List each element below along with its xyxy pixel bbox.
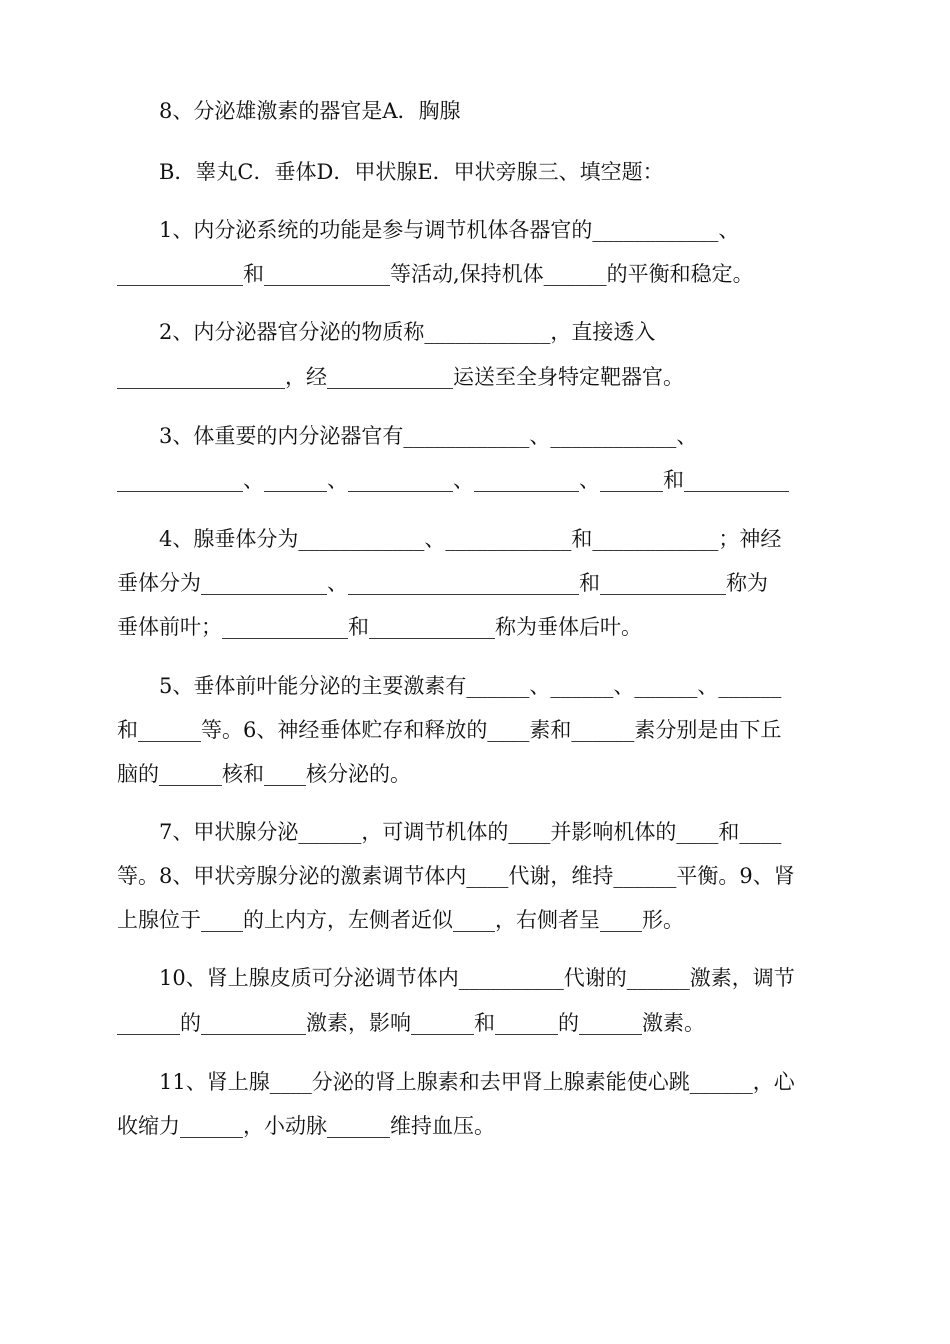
fill-7-line-3: 上腺位于____的上内方，左侧者近似____，右侧者呈____形。 — [117, 908, 684, 932]
fill-5-line-3: 脑的______核和____核分泌的。 — [117, 762, 411, 786]
fill-2-line-1: 2、内分泌器官分泌的物质称____________，直接透入 — [159, 320, 656, 344]
fill-10-line-2: ______的__________激素，影响______和______的______激素。 — [117, 1011, 705, 1035]
fill-10-line-1: 10、肾上腺皮质可分泌调节体内__________代谢的______激素，调节 — [159, 966, 795, 990]
fill-3-line-1: 3、体重要的内分泌器官有____________、____________、 — [159, 424, 698, 448]
fill-4-line-3: 垂体前叶；____________和____________称为垂体后叶。 — [117, 615, 642, 639]
fill-2-line-2: ________________，经____________运送至全身特定靶器官。 — [117, 365, 684, 389]
fill-11-line-1: 11、肾上腺____分泌的肾上腺素和去甲肾上腺素能使心跳______，心 — [159, 1070, 795, 1094]
fill-11-line-2: 收缩力______，小动脉______维持血压。 — [117, 1114, 495, 1138]
fill-5-line-2: 和______等。6、神经垂体贮存和释放的____素和______素分别是由下丘 — [117, 718, 782, 742]
fill-5-line-1: 5、垂体前叶能分泌的主要激素有______、______、______、______ — [159, 674, 782, 698]
fill-3-line-2: ____________、______、__________、__________、______和__________ — [117, 468, 789, 492]
fill-7-line-2: 等。8、甲状旁腺分泌的激素调节体内____代谢，维持______平衡。9、肾 — [117, 864, 795, 888]
fill-4-line-2: 垂体分为____________、______________________和____________称为 — [117, 571, 768, 595]
question-8-options: B．睾丸C．垂体D．甲状腺E．甲状旁腺三、填空题： — [159, 160, 664, 184]
fill-4-line-1: 4、腺垂体分为____________、____________和____________；神经 — [159, 527, 782, 551]
fill-7-line-1: 7、甲状腺分泌______，可调节机体的____并影响机体的____和____ — [159, 820, 782, 844]
question-8-stem: 8、分泌雄激素的器官是A．胸腺 — [159, 99, 461, 123]
fill-1-line-1: 1、内分泌系统的功能是参与调节机体各器官的____________、 — [159, 218, 740, 242]
fill-1-line-2: ____________和____________等活动,保持机体______的平衡和稳定。 — [117, 262, 754, 286]
